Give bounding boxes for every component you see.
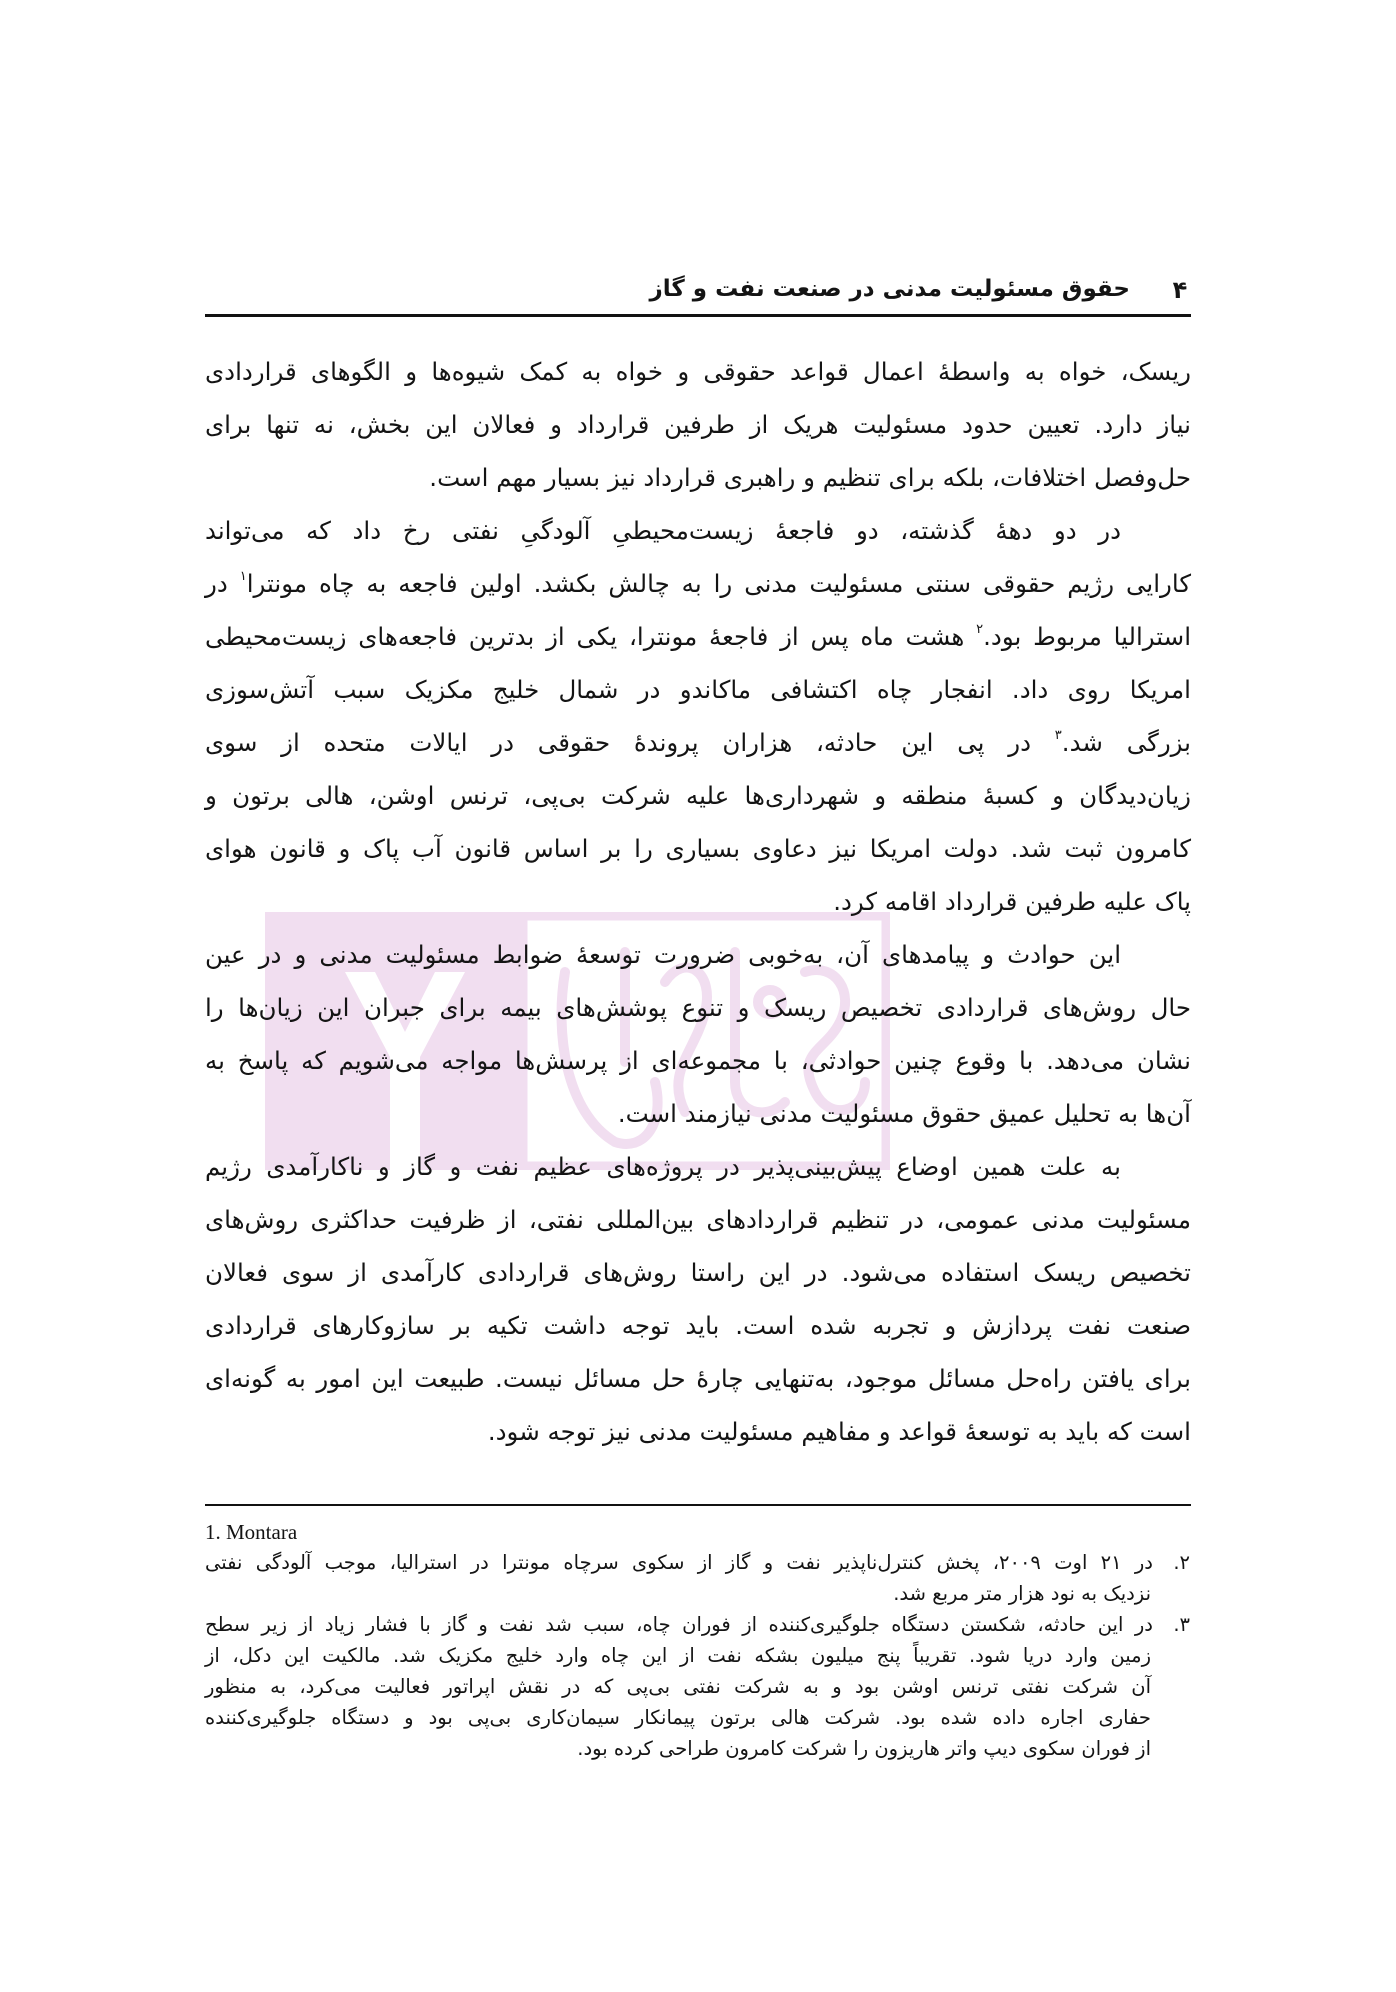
footnote-reference[interactable]: ۱ — [239, 569, 247, 584]
body-line-text: هشت ماه پس از فاجعهٔ مونترا، یکی از بدترین فاجعه‌های زیست‌محیطی — [205, 622, 977, 651]
body-line-text: مسئولیت مدنی عمومی، در تنظیم قراردادهای بین‌المللی نفتی، از ظرفیت حداکثری روش‌های — [205, 1205, 1191, 1234]
body-line-text: در دو دههٔ گذشته، دو فاجعهٔ زیست‌محیطیِ آلودگیِ نفتی رخ داد که می‌تواند — [205, 516, 1121, 545]
body-line — [205, 1412, 1191, 1452]
running-title: حقوق مسئولیت مدنی در صنعت نفت و گاز — [649, 276, 1130, 302]
body-line — [205, 1147, 1121, 1187]
body-line-text: امریکا روی داد. انفجار چاه اکتشافی ماکاندو در شمال خلیج مکزیک سبب آتش‌سوزی — [205, 675, 1191, 704]
body-line-text: کامرون ثبت شد. دولت امریکا نیز دعاوی بسیاری را بر اساس قانون آب پاک و قانون هوای — [205, 834, 1191, 863]
body-line-text: این حوادث و پیامدهای آن، به‌خوبی ضرورت توسعهٔ ضوابط مسئولیت مدنی و در عین — [205, 940, 1121, 969]
footnote-line: آن شرکت نفتی ترنس اوشن بود و به شرکت نفتی بی‌پی که در نقش اپراتور فعالیت می‌کرد، به منظور — [205, 1675, 1151, 1698]
body-line — [205, 935, 1121, 975]
footnote-line: از فوران سکوی دیپ واتر هاریزون را شرکت کامرون طراحی کرده بود. — [577, 1737, 1151, 1760]
body-line-text: در — [205, 569, 240, 598]
footnote-line: نزدیک به نود هزار متر مربع شد. — [893, 1582, 1151, 1605]
body-line-text: حل‌وفصل اختلافات، بلکه برای تنظیم و راهبری قرارداد نیز بسیار مهم است. — [429, 463, 1191, 492]
body-line — [205, 1041, 1191, 1081]
header-rule — [205, 314, 1191, 317]
body-line-text: زیان‌دیدگان و کسبهٔ منطقه و شهرداری‌ها علیه شرکت بی‌پی، ترنس اوشن، هالی برتون و — [205, 781, 1191, 810]
body-line — [205, 1200, 1191, 1240]
body-line — [205, 511, 1121, 551]
body-line-text: نیاز دارد. تعیین حدود مسئولیت هریک از طرفین قرارداد و فعالان این بخش، نه تنها برای — [205, 410, 1191, 439]
body-line — [205, 405, 1191, 445]
footnote-reference[interactable]: ۲ — [976, 622, 984, 637]
body-line-text: تخصیص ریسک استفاده می‌شود. در این راستا روش‌های قراردادی کارآمدی از سوی فعالان — [205, 1258, 1191, 1287]
footnote-reference[interactable]: ۳ — [1054, 728, 1062, 743]
body-line — [205, 1253, 1191, 1293]
body-line — [205, 776, 1191, 816]
body-line-text: نشان می‌دهد. با وقوع چنین حوادثی، با مجموعه‌ای از پرسش‌ها مواجه می‌شویم که پاسخ به — [205, 1046, 1191, 1075]
body-line-text: پاک علیه طرفین قرارداد اقامه کرد. — [833, 887, 1191, 916]
body-line — [205, 458, 1191, 498]
body-line — [205, 988, 1191, 1028]
body-line — [205, 723, 1191, 763]
body-line-text: است که باید به توسعهٔ قواعد و مفاهیم مسئولیت مدنی نیز توجه شود. — [487, 1417, 1191, 1446]
body-line — [205, 617, 1191, 657]
body-line-text: به علت همین اوضاع پیش‌بینی‌پذیر در پروژه‌های عظیم نفت و گاز و ناکارآمدی رژیم — [205, 1152, 1121, 1181]
footnote-number: ۲. — [1173, 1551, 1190, 1574]
footnote-number: ۳. — [1173, 1613, 1190, 1636]
body-line — [205, 829, 1191, 869]
body-line-text: برای یافتن راه‌حل مسائل موجود، به‌تنهایی چارهٔ حل مسائل نیست. طبیعت این امور به گونه‌ای — [205, 1364, 1191, 1393]
body-line — [205, 1359, 1191, 1399]
footnote-line: در این حادثه، شکستن دستگاه جلوگیری‌کننده از فوران چاه، سبب شد نفت و گاز با فشار زیاد از زیر سطح — [205, 1613, 1153, 1636]
footnote-rule — [205, 1504, 1191, 1506]
body-line — [205, 670, 1191, 710]
footnote-1: 1. Montara — [205, 1520, 298, 1544]
footnote-line: زمین وارد دریا شود. تقریباً پنج میلیون بشکه نفت از این چاه وارد خلیج مکزیک شد. مالکیت این دکل، از — [205, 1644, 1151, 1667]
body-line — [205, 352, 1191, 392]
body-line-text: بزرگی شد. — [1061, 728, 1191, 757]
body-line-text: صنعت نفت پردازش و تجربه شده است. باید توجه داشت تکیه بر سازوکارهای قراردادی — [205, 1311, 1191, 1340]
footnote-line: در ۲۱ اوت ۲۰۰۹، پخش کنترل‌ناپذیر نفت و گاز از سکوی سرچاه مونترا در استرالیا، موجب آلودگی نفتی — [205, 1551, 1153, 1574]
body-line-text: در پی این حادثه، هزاران پروندهٔ حقوقی در ایالات متحده از سوی — [205, 728, 1055, 757]
page-number: ۴ — [1172, 276, 1188, 304]
body-line-text: کارایی رژیم حقوقی سنتی مسئولیت مدنی را به چالش بکشد. اولین فاجعه به چاه مونترا — [246, 569, 1191, 598]
body-line — [205, 1306, 1191, 1346]
body-line-text: ریسک، خواه به واسطهٔ اعمال قواعد حقوقی و خواه به کمک شیوه‌ها و الگوهای قراردادی — [205, 357, 1191, 386]
body-line-text: آن‌ها به تحلیل عمیق حقوق مسئولیت مدنی نیازمند است. — [617, 1099, 1191, 1128]
footnote-line: حفاری اجاره داده شده بود. شرکت هالی برتون پیمانکار سیمان‌کاری بی‌پی بود و دستگاه جلوگیری‌کننده — [205, 1706, 1151, 1729]
body-line — [205, 882, 1191, 922]
body-line — [205, 1094, 1191, 1134]
body-line — [205, 564, 1191, 604]
body-line-text: حال روش‌های قراردادی تخصیص ریسک و تنوع پوشش‌های بیمه برای جبران این زیان‌ها را — [205, 993, 1191, 1022]
body-line-text: استرالیا مربوط بود. — [983, 622, 1192, 651]
